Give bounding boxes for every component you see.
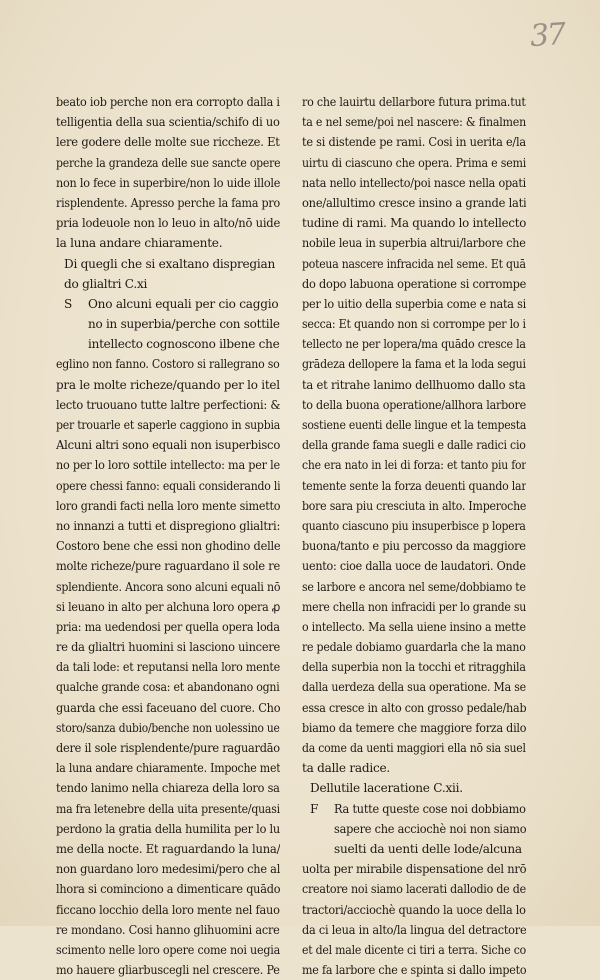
text-line: ro che lauirtu dellarbore futura prima.tut [302,95,526,109]
text-line: mere chella non infracidi per lo grande su [302,599,526,614]
text-line: pria lodeuole non lo leuo in alto/nō uide [56,216,280,231]
text-line: perche la grandeza delle sue sancte opere [56,155,280,170]
initial-letter: F [310,801,319,816]
text-line: da tali lode: et reputansi nella loro mente [56,660,280,675]
text-line: sostiene euenti delle lingue et la tempesta [302,418,526,432]
text-line: la luna andare chiaramente. Impoche met [56,761,280,776]
text-line: storo/sanza dubio/benche non uolessino ue [56,720,280,735]
text-line: Alcuni altri sono equali non isuperbisco [56,438,280,453]
text-line: che era nato in lei di forza: et tanto piu for [302,458,526,473]
text-line: re mondano. Cosi hanno glihuomini acre [56,922,280,937]
chapter-heading: Dellutile laceratione C.xii. [310,781,463,796]
text-line: da ci leua in alto/la lingua del detractore [302,922,526,937]
text-line: biamo da temere che maggiore forza dilo [302,720,526,735]
text-line: telligentia della sua scientia/schifo di uo [56,115,280,130]
text-line: dalla uerdeza della sua operatione. Ma se [302,680,526,695]
text-line: ma fra letenebre della uita presente/quasi [56,801,280,816]
text-line: dere il sole risplendente/pure raguardāo [56,741,280,755]
text-line: buona/tanto e piu percosso da maggiore [302,539,526,554]
text-line: poteua nascere infracida nel seme. Et quā [302,256,526,271]
text-line: bore sara piu cresciuta in alto. Imperoche [302,498,526,513]
text-line: da come da uenti maggiori ella nō sia suel [302,741,526,755]
text-line: risplendente. Apresso perche la fama pro [56,195,280,210]
text-line: lere godere delle molte sue riccheze. Et [56,135,280,150]
text-line: ta et ritrahe lanimo dellhuomo dallo sta [302,377,526,392]
text-line: one/allultimo cresce insino a grande lati [302,195,526,210]
chapter-heading: Di quegli che si exaltano dispregian [64,256,276,271]
text-line: Costoro bene che essi non ghodino delle [56,539,280,554]
chapter-heading: do glialtri C.xi [64,276,148,291]
text-line: se larbore e ancora nel seme/dobbiamo te [302,579,526,594]
text-line: tractori/acciochè quando la uoce della lo [302,902,526,917]
text-line: et del male dicente ci tiri a terra. Siche co [302,942,526,957]
text-line: secca: Et quando non si corrompe per lo i [302,317,526,332]
text-line: qualche grande cosa: et abandonano ogni [56,680,280,695]
text-line: la luna andare chiaramente. [56,236,223,251]
text-line: tellecto ne per lopera/ma quādo cresce la [302,337,526,352]
text-line: uirtu di ciascuno che opera. Prima e semi [302,155,526,170]
text-line: per trouarle et saperle caggiono in supbia [56,418,280,432]
text-line: non guardano loro medesimi/pero che al [56,862,280,877]
right-column [302,92,526,980]
text-line: no innanzi a tutti et dispregiono glialtri: [56,518,280,533]
text-line: loro grandi facti nella loro mente simetto [56,498,280,513]
text-line: eglino non fanno. Costoro si rallegrano so [56,357,280,372]
text-line: ta dalle radice. [302,761,390,776]
text-line: tudine di rami. Ma quando lo intellecto [302,216,526,231]
text-line: uento: cioe dalla uoce de laudatori. Onde [302,559,526,574]
text-line: lecto truouano tutte laltre perfectioni: & [56,397,280,412]
text-line: temente sente la forza deuenti quando lar [302,478,526,493]
text-line: uolta per mirabile dispensatione del nrō [302,862,526,877]
text-line: si leuano in alto per alchuna loro opera ꝓ [56,599,280,614]
text-line: o intellecto. Ma sella uiene insino a mette [302,619,526,634]
text-line: guarda che essi faceuano del cuore. Cho [56,700,280,715]
text-line: F Ra tutte queste cose noi dobbiamo [302,799,526,819]
text-line: essa cresce in alto con grosso pedale/hab [302,700,526,715]
text-line: creatore noi siamo lacerati dallodio de de [302,882,526,897]
text-line: re da glialtri huomini si lasciono uincere [56,640,280,655]
text-line: me della nocte. Et raguardando la luna/ [56,841,280,856]
initial-letter: S [64,296,73,311]
text-line: scimento nelle loro opere come noi uegia [56,942,280,957]
text-line: della superbia non la tocchi et ritragghila [302,660,526,675]
text-line: do dopo labuona operatione si corrompe [302,276,526,291]
text-line: beato iob perche non era corropto dalla i [56,95,280,109]
text-line: re pedale dobiamo guardarla che la mano [302,640,526,655]
text-line: nata nello intellecto/poi nasce nella opati [302,175,526,190]
text-line: molte richeze/pure raguardano il sole re [56,559,280,574]
text-line: no in superbia/perche con sottile [88,317,280,332]
text-line: to della buona operatione/allhora larbore [302,397,526,412]
text-line: mo hauere gliarbuscegli nel crescere. Pe [56,963,280,978]
text-line: della grande fama suegli e dalle radici cio [302,438,526,453]
text-line: per lo uitio della superbia come e nata si [302,296,526,311]
text-line: perdono la gratia della humilita per lo lu [56,821,280,836]
text-line: ta e nel seme/poi nel nascere: & finalmen [302,115,526,130]
text-line: intellecto cognoscono ilbene che [88,337,280,352]
text-line: opere chessi fanno: equali considerando li [56,478,280,493]
left-column [56,92,280,980]
text-line: quanto ciascuno piu insuperbisce p lopera [302,518,526,533]
text-line: no per lo loro sottile intellecto: ma per le [56,458,280,473]
text-line: pra le molte richeze/quando per lo itel [56,377,280,392]
text-line: nobile leua in superbia altrui/larbore che [302,236,526,251]
text-line: me fa larbore che e spinta si dallo impeto [302,963,526,978]
text-line: sapere che acciochè noi non siamo [334,821,526,836]
text-line: splendiente. Ancora sono alcuni equali nō [56,579,280,594]
text-line: te si distende pe rami. Cosi in uerita e/la [302,135,526,150]
text-line: ficcano locchio della loro mente nel fauo [56,902,280,917]
folio-number: 37 [528,16,566,55]
text-line: non lo fece in superbire/non lo uide illole [56,175,280,190]
text-line: pria: ma uedendosi per quella opera loda [56,619,280,634]
text-line: S Ono alcuni equali per cio caggio [56,294,280,314]
text-line: suelti da uenti delle lode/alcuna [334,841,522,856]
text-line: grādeza dellopere la fama et la loda segui [302,357,526,372]
text-line: tendo lanimo nella chiareza della loro sa [56,781,280,796]
text-line: lhora si cominciono a dimenticare quādo [56,882,280,897]
